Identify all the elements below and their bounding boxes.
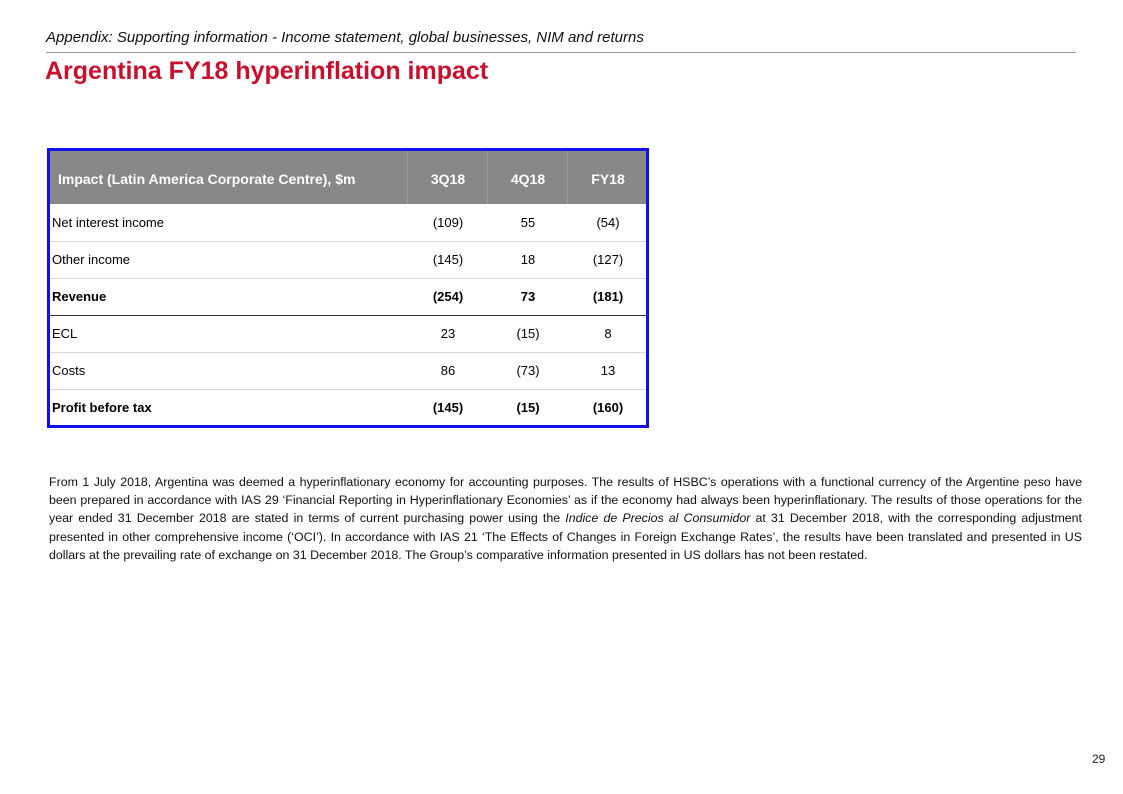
cell-fy18: (181) <box>592 289 624 304</box>
impact-table <box>47 148 649 428</box>
header-4q18: 4Q18 <box>510 171 546 187</box>
cell-fy18: 13 <box>600 363 616 378</box>
cell-fy18: (54) <box>596 215 620 230</box>
header-fy18: FY18 <box>591 171 625 187</box>
page-number: 29 <box>1092 752 1106 766</box>
explanatory-paragraph <box>49 473 1082 564</box>
cell-4q18: 18 <box>520 252 536 267</box>
table-row <box>50 389 646 426</box>
row-label: Profit before tax <box>52 400 152 415</box>
table-header <box>50 151 646 204</box>
cell-4q18: 55 <box>520 215 536 230</box>
table-row <box>50 204 646 242</box>
header-label: Impact (Latin America Corporate Centre), $m <box>58 171 356 187</box>
cell-4q18: (15) <box>516 400 540 415</box>
cell-4q18: (15) <box>516 326 540 341</box>
header-3q18: 3Q18 <box>430 171 466 187</box>
page-title: Argentina FY18 hyperinflation impact <box>45 57 489 85</box>
cell-3q18: (254) <box>432 289 464 304</box>
row-label: Costs <box>52 363 86 378</box>
row-label: Other income <box>52 252 131 267</box>
cell-3q18: 23 <box>440 326 456 341</box>
cell-fy18: (160) <box>592 400 624 415</box>
cell-fy18: 8 <box>604 326 612 341</box>
table-row <box>50 315 646 353</box>
cell-3q18: (145) <box>432 400 464 415</box>
cell-4q18: 73 <box>520 289 536 304</box>
row-label: ECL <box>52 326 78 341</box>
table-row <box>50 278 646 316</box>
cell-3q18: 86 <box>440 363 456 378</box>
table-row <box>50 352 646 390</box>
header-divider <box>46 52 1076 53</box>
section-subtitle: Appendix: Supporting information - Income statement, global businesses, NIM and returns <box>46 29 644 46</box>
paragraph-part-2: at 31 December 2018, with the corresponding adjustment presented in other comprehensive income (‘OCI’). In accordance with IAS 21 ‘The Effects of Changes in Foreign Exchange Rates’, the results have been translated and presented in US dollars at the prevailing rate of exchange on 31 December 2018. The Group’s comparative information presented in US dollars has not been restated. <box>49 511 1082 562</box>
table-row <box>50 241 646 279</box>
cell-3q18: (145) <box>432 252 464 267</box>
row-label: Net interest income <box>52 215 164 230</box>
paragraph-italic-term: Indice de Precios al Consumidor <box>565 511 751 526</box>
paragraph-part-1: From 1 July 2018, Argentina was deemed a hyperinflationary economy for accounting purposes. The results of HSBC’s operations with a functional currency of the Argentine peso have been prepared in accordance with IAS 29 ‘Financial Reporting in Hyperinflationary Economies’ as if the economy had always been hyperinflationary. The results of those operations for the year ended 31 December 2018 are stated in terms of current purchasing power using the <box>49 475 1082 526</box>
cell-3q18: (109) <box>432 215 464 230</box>
row-label: Revenue <box>52 289 107 304</box>
cell-4q18: (73) <box>516 363 540 378</box>
cell-fy18: (127) <box>592 252 624 267</box>
